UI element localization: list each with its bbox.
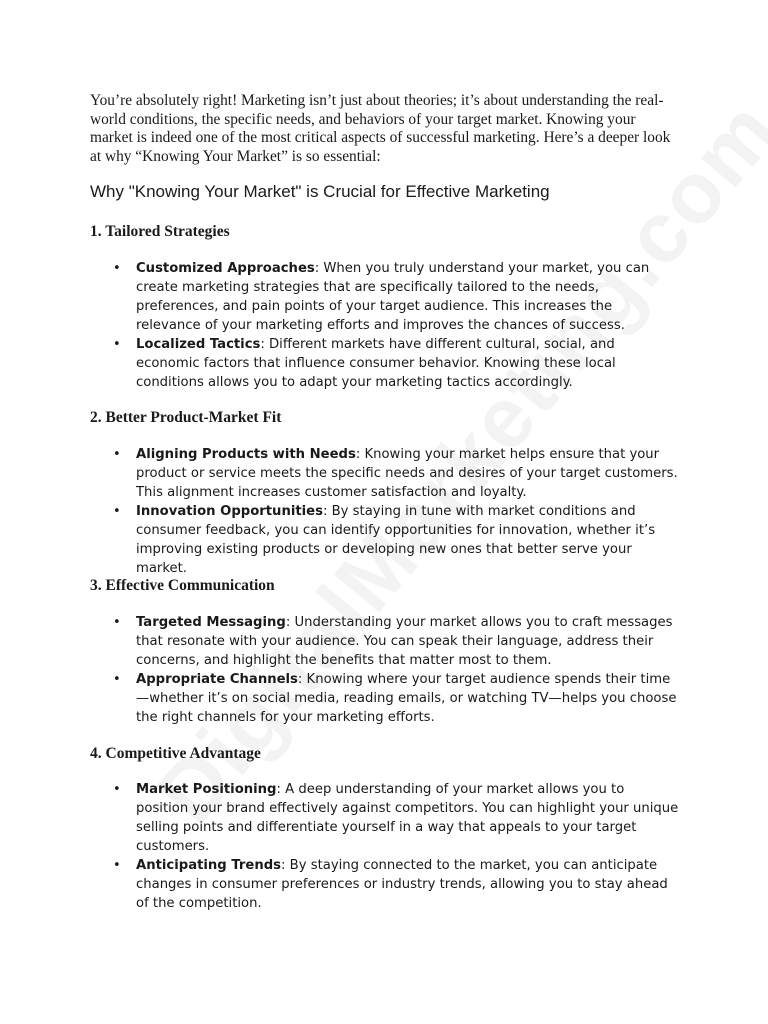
bullet-text: : By staying in tune with market conditions and consumer feedback, you can identify opportunities for innovation, whether it’s improving existing products or developing new ones that better serve your market. [136,504,656,576]
section-title-tailored-strategies: 1. Tailored Strategies [90,223,230,240]
bullet-text: : By staying connected to the market, you can anticipate changes in consumer preferences or industry trends, allowing you to stay ahead of the competition. [136,858,668,911]
list-item [0,445,680,502]
list-item [0,613,680,670]
section-title-effective-communication: 3. Effective Communication [90,577,275,594]
list-item [0,259,680,335]
bullet-term: Customized Approaches [136,261,315,276]
bullet-icon: • [113,615,121,630]
bullet-text: : Understanding your market allows you to craft messages that resonate with your audience. You can speak their language, address their concerns, and highlight the benefits that matter most to them. [136,615,673,668]
bullet-term: Targeted Messaging [136,615,286,630]
list-item [0,502,680,578]
bullet-list-4 [0,780,680,913]
bullet-term: Anticipating Trends [136,858,282,873]
bullet-text: : When you truly understand your market, you can create marketing strategies that are specifically tailored to the needs, preferences, and pain points of your target audience. This increases the relevance of your marketing efforts and improves the chances of success. [136,261,650,333]
bullet-text: : A deep understanding of your market allows you to position your brand effectively against competitors. You can highlight your unique selling points and differentiate yourself in a way that appeals to your target customers. [136,782,679,854]
bullet-icon: • [113,782,121,797]
list-item [0,335,680,392]
bullet-term: Market Positioning [136,782,277,797]
bullet-icon: • [113,672,121,687]
intro-paragraph: You’re absolutely right! Marketing isn’t just about theories; it’s about understanding the real-world conditions, the specific needs, and behaviors of your target market. Knowing your market is indeed one of the most critical aspects of successful marketing. Here’s a deeper look at why “Knowing Your Market” is so essential: [90,92,671,165]
list-item [0,780,680,856]
main-heading: Why "Knowing Your Market" is Crucial for Effective Marketing [90,182,550,201]
section-title-product-market-fit: 2. Better Product-Market Fit [90,409,282,426]
bullet-list-1 [0,259,680,392]
bullet-icon: • [113,858,121,873]
bullet-icon: • [113,447,121,462]
bullet-text: : Different markets have different cultural, social, and economic factors that influence consumer behavior. Knowing these local conditions allows you to adapt your marketing tactics accordingly. [136,337,616,390]
list-item [0,670,680,727]
bullet-text: : Knowing where your target audience spends their time—whether it’s on social media, reading emails, or watching TV—helps you choose the right channels for your marketing efforts. [136,672,677,725]
bullet-icon: • [113,504,121,519]
bullet-list-3 [0,613,680,727]
section-title-competitive-advantage: 4. Competitive Advantage [90,745,261,762]
bullet-text: : Knowing your market helps ensure that your product or service meets the specific needs and desires of your target customers. This alignment increases customer satisfaction and loyalty. [136,447,678,500]
bullet-icon: • [113,261,121,276]
bullet-term: Appropriate Channels [136,672,298,687]
bullet-list-2 [0,445,680,578]
bullet-term: Aligning Products with Needs [136,447,356,462]
bullet-icon: • [113,337,121,352]
bullet-term: Localized Tactics [136,337,261,352]
bullet-term: Innovation Opportunities [136,504,323,519]
list-item [0,856,680,913]
